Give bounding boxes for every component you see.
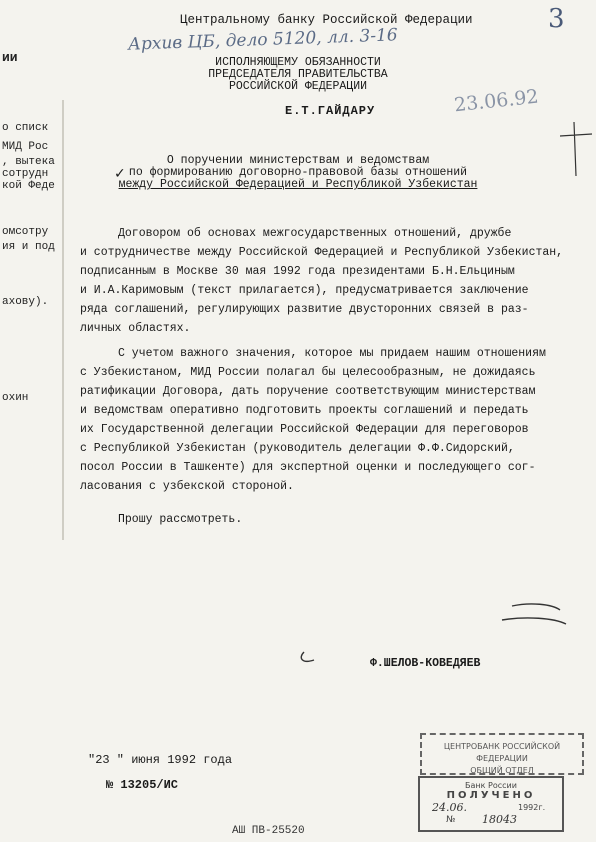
margin-fragment: охин bbox=[2, 392, 29, 404]
margin-fragment: ахову). bbox=[2, 296, 49, 308]
letter-body bbox=[80, 224, 580, 529]
stamp-number-label: № bbox=[446, 815, 456, 825]
stamp-bank: Банк России bbox=[465, 781, 517, 790]
margin-fragment: сотрудн bbox=[2, 168, 49, 180]
letter-date: "23 " июня 1992 года bbox=[88, 753, 233, 767]
body-line: с Узбекистаном, МИД России полагал бы целесообразным, не дожидаясь bbox=[80, 366, 536, 379]
body-line: и И.А.Каримовым (текст прилагается), предусматривается заключение bbox=[80, 284, 529, 297]
margin-fragment: кой Феде bbox=[2, 180, 55, 192]
received-stamp bbox=[418, 776, 564, 832]
body-line: ратификации Договора, дать поручение соответствующим министерствам bbox=[80, 385, 536, 398]
margin-fragment: МИД Рос bbox=[2, 141, 49, 153]
handwritten-date: 23.06.92 bbox=[453, 85, 540, 117]
addressee-name: Е.Т.ГАЙДАРУ bbox=[285, 104, 376, 118]
stamp-line: ОБЩИЙ ОТДЕЛ bbox=[470, 766, 534, 775]
margin-fragment: о списк bbox=[2, 122, 49, 134]
body-line: и ведомствам оперативно подготовить проекты соглашений и передать bbox=[80, 404, 529, 417]
stamp-received-date: 24.06. bbox=[432, 801, 467, 814]
check-mark: ✓ bbox=[114, 166, 126, 182]
body-line: Прошу рассмотреть. bbox=[118, 513, 243, 526]
addressee-line: РОССИЙСКОЙ ФЕДЕРАЦИИ bbox=[228, 80, 368, 93]
body-line: ласования с узбекской стороной. bbox=[80, 480, 294, 493]
body-line: ряда соглашений, регулирующих развитие двусторонних связей в раз- bbox=[80, 303, 529, 316]
body-line: Договором об основах межгосударственных отношений, дружбе bbox=[118, 227, 512, 240]
body-line: и сотрудничестве между Российской Федерацией и Республикой Узбекистан, bbox=[80, 246, 564, 259]
margin-fragment: ия и под bbox=[2, 241, 55, 253]
bank-addressee: Центральному банку Российской Федерации bbox=[180, 13, 473, 27]
subject-block bbox=[0, 155, 596, 191]
body-line: подписанным в Москве 30 мая 1992 года президентами Б.Н.Ельциным bbox=[80, 265, 515, 278]
subject-line: по формированию договорно-правовой базы отношений bbox=[128, 166, 468, 179]
stamp-received-label: ПОЛУЧЕНО bbox=[446, 790, 536, 801]
margin-fragment: ии bbox=[2, 50, 18, 65]
subject-line: О поручении министерствам и ведомствам bbox=[166, 154, 430, 167]
body-line: с Республикой Узбекистан (руководитель делегации Ф.Ф.Сидорский, bbox=[80, 442, 515, 455]
page-number: 3 bbox=[548, 4, 565, 34]
archive-handwritten-note: Архив ЦБ, дело 5120, лл. 3-16 bbox=[127, 25, 399, 55]
addressee-title bbox=[0, 57, 596, 93]
stamp-received-number: 18043 bbox=[482, 813, 517, 826]
body-line: личных областях. bbox=[80, 322, 191, 335]
addressee-line: ПРЕДСЕДАТЕЛЯ ПРАВИТЕЛЬСТВА bbox=[208, 68, 388, 81]
margin-fragment: омсотру bbox=[2, 226, 49, 238]
stamp-line: ЦЕНТРОБАНК РОССИЙСКОЙ ФЕДЕРАЦИИ bbox=[443, 742, 561, 763]
registration-stamp bbox=[420, 733, 584, 775]
body-line: их Государственной делегации Российской Федерации для переговоров bbox=[80, 423, 529, 436]
subject-line: между Российской Федерацией и Республикой Узбекистан bbox=[118, 178, 478, 191]
addressee-line: ИСПОЛНЯЮЩЕМУ ОБЯЗАННОСТИ bbox=[215, 56, 381, 69]
signatory-name: Ф.ШЕЛОВ-КОВЕДЯЕВ bbox=[370, 657, 481, 670]
letter-number: № 13205/ИС bbox=[106, 778, 179, 792]
body-line: посол России в Ташкенте) для экспертной оценки и последующего сог- bbox=[80, 461, 536, 474]
stamp-received-year: 1992г. bbox=[518, 803, 546, 812]
archive-code: АШ ПВ-25520 bbox=[232, 825, 305, 837]
margin-fragment: , вытека bbox=[2, 156, 55, 168]
body-line: С учетом важного значения, которое мы придаем нашим отношениям bbox=[118, 347, 546, 360]
